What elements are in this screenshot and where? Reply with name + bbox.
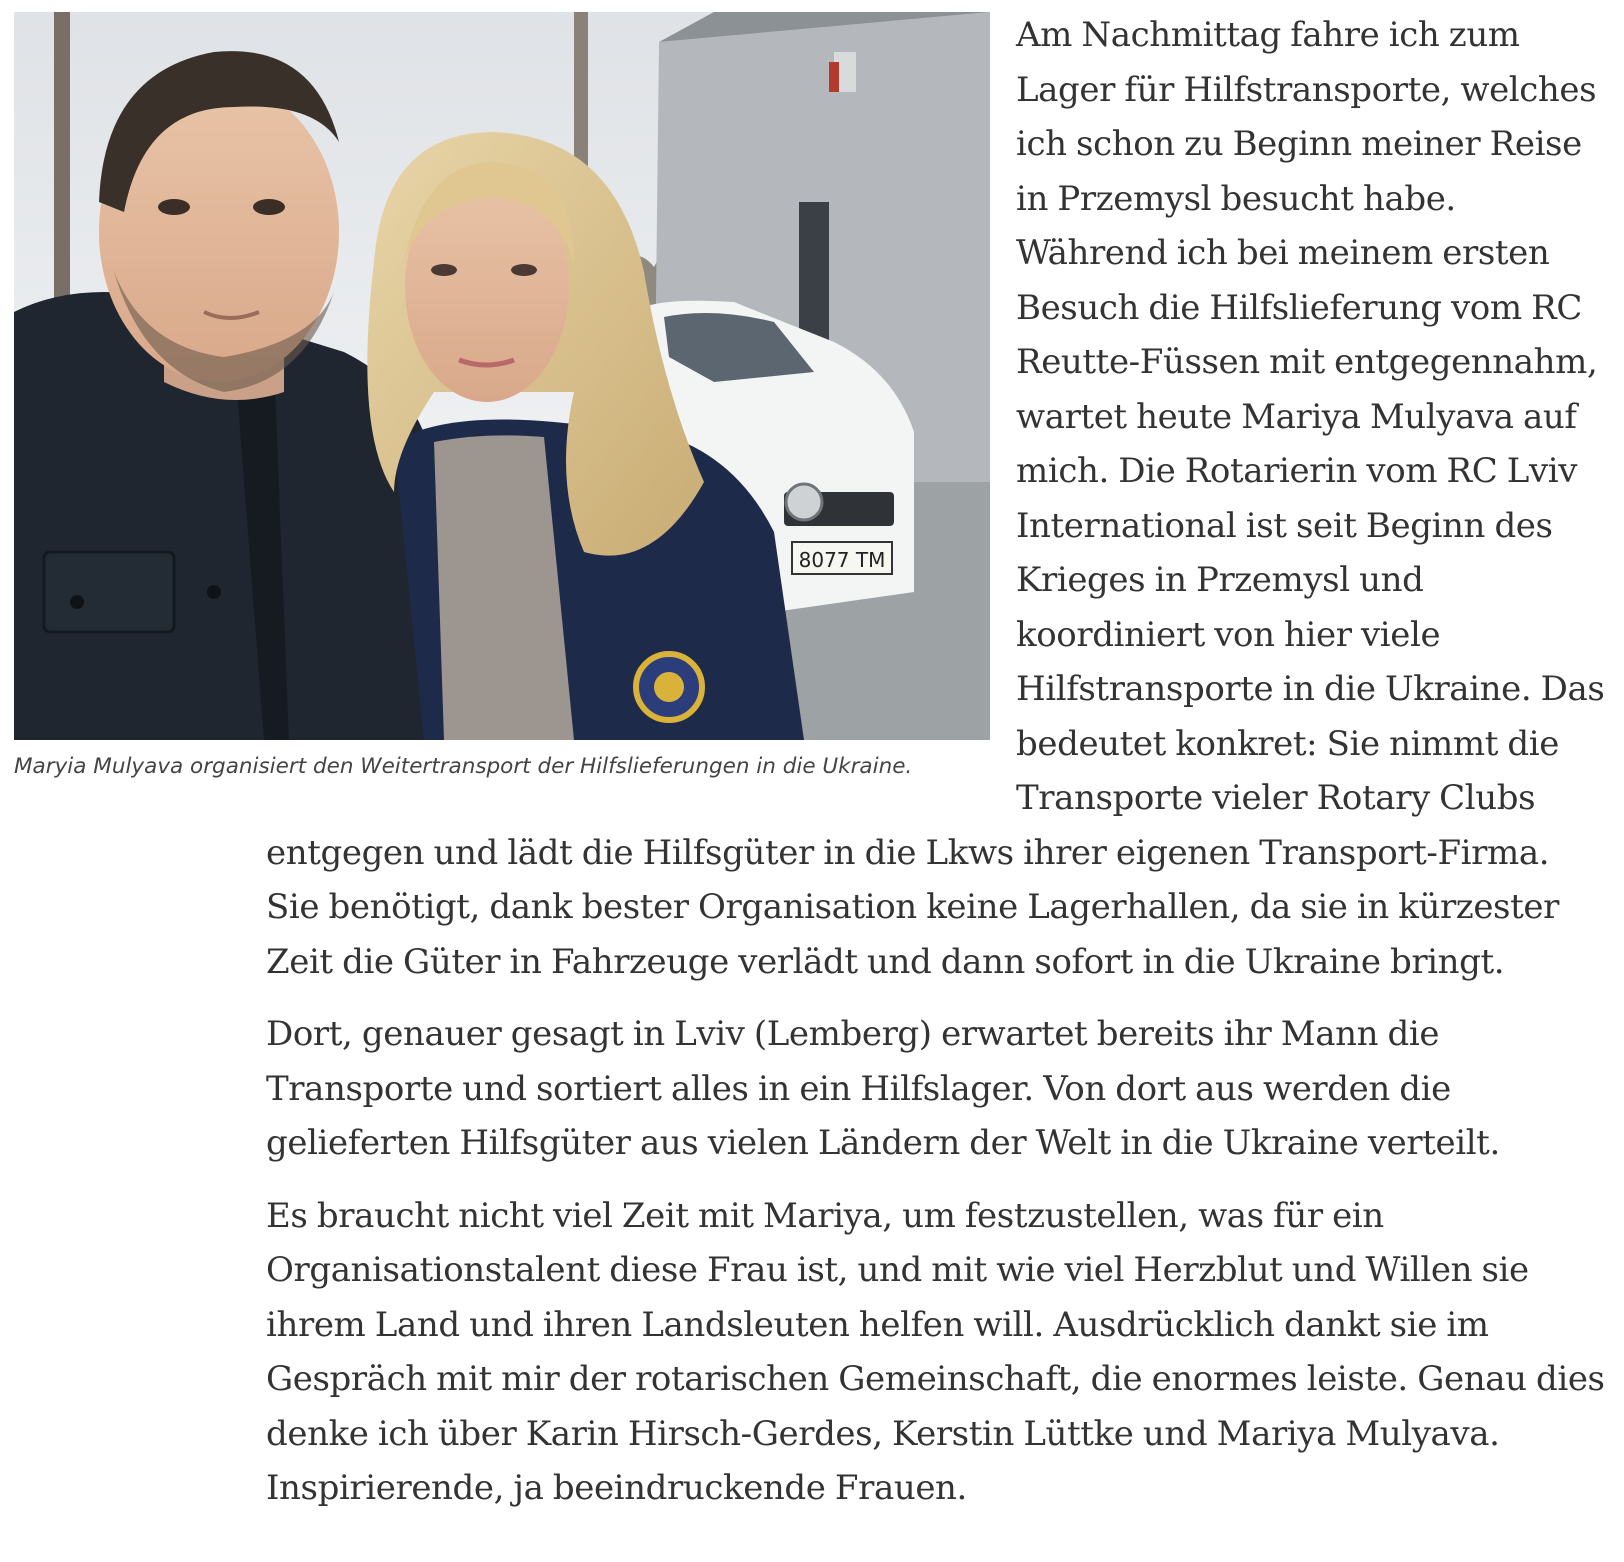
- license-plate-text: 8077 TM: [798, 548, 886, 572]
- article-figure: [14, 12, 990, 782]
- paragraph-1-continued: entgegen und lädt die Hilfsgüter in die Lkws ihrer eigenen Transport-Firma. Sie benötigt, dank bester Organisation keine Lagerhallen, da sie in kürzester Zeit die Güter in Fahrzeuge verlädt und dann sofort in die Ukraine bringt.: [266, 832, 1559, 982]
- photo-caption: Maryia Mulyava organisiert den Weitertransport der Hilfslieferungen in die Ukraine.: [14, 754, 913, 779]
- paragraph-3: Es braucht nicht viel Zeit mit Mariya, um festzustellen, was für ein Organisationstalent diese Frau ist, und mit wie viel Herzblut und Willen sie ihrem Land und ihren Landsleuten helfen will. Ausdrücklich dankt sie im Gespräch mit mir der rotarischen Gemeinschaft, die enormes leiste. Genau dies denke ich über Karin Hirsch-Gerdes, Kerstin Lüttke und Mariya Mulyava. Inspirierende, ja beeindruckende Frauen.: [266, 1195, 1605, 1508]
- paragraph-2: Dort, genauer gesagt in Lviv (Lemberg) erwartet bereits ihr Mann die Transporte und sortiert alles in ein Hilfslager. Von dort aus werden die gelieferten Hilfsgüter aus vielen Ländern der Welt in die Ukraine verteilt.: [266, 1014, 1500, 1163]
- paragraph-1: Am Nachmittag fahre ich zum Lager für Hilfstransporte, welches ich schon zu Beginn meiner Reise in Przemysl besucht habe. Während ich bei meinem ersten Besuch die Hilfslieferung vom RC Reutte-Füssen mit entgegennahm, wartet heute Mariya Mulyava auf mich. Die Rotarierin vom RC Lviv International ist seit Beginn des Krieges in Przemysl und koordiniert von hier viele Hilfstransporte in die Ukraine. Das bedeutet konkret: Sie nimmt die Transporte vieler Rotary Clubs: [1016, 15, 1605, 818]
- article-body: [14, 12, 1614, 1534]
- article-photo: [14, 12, 990, 740]
